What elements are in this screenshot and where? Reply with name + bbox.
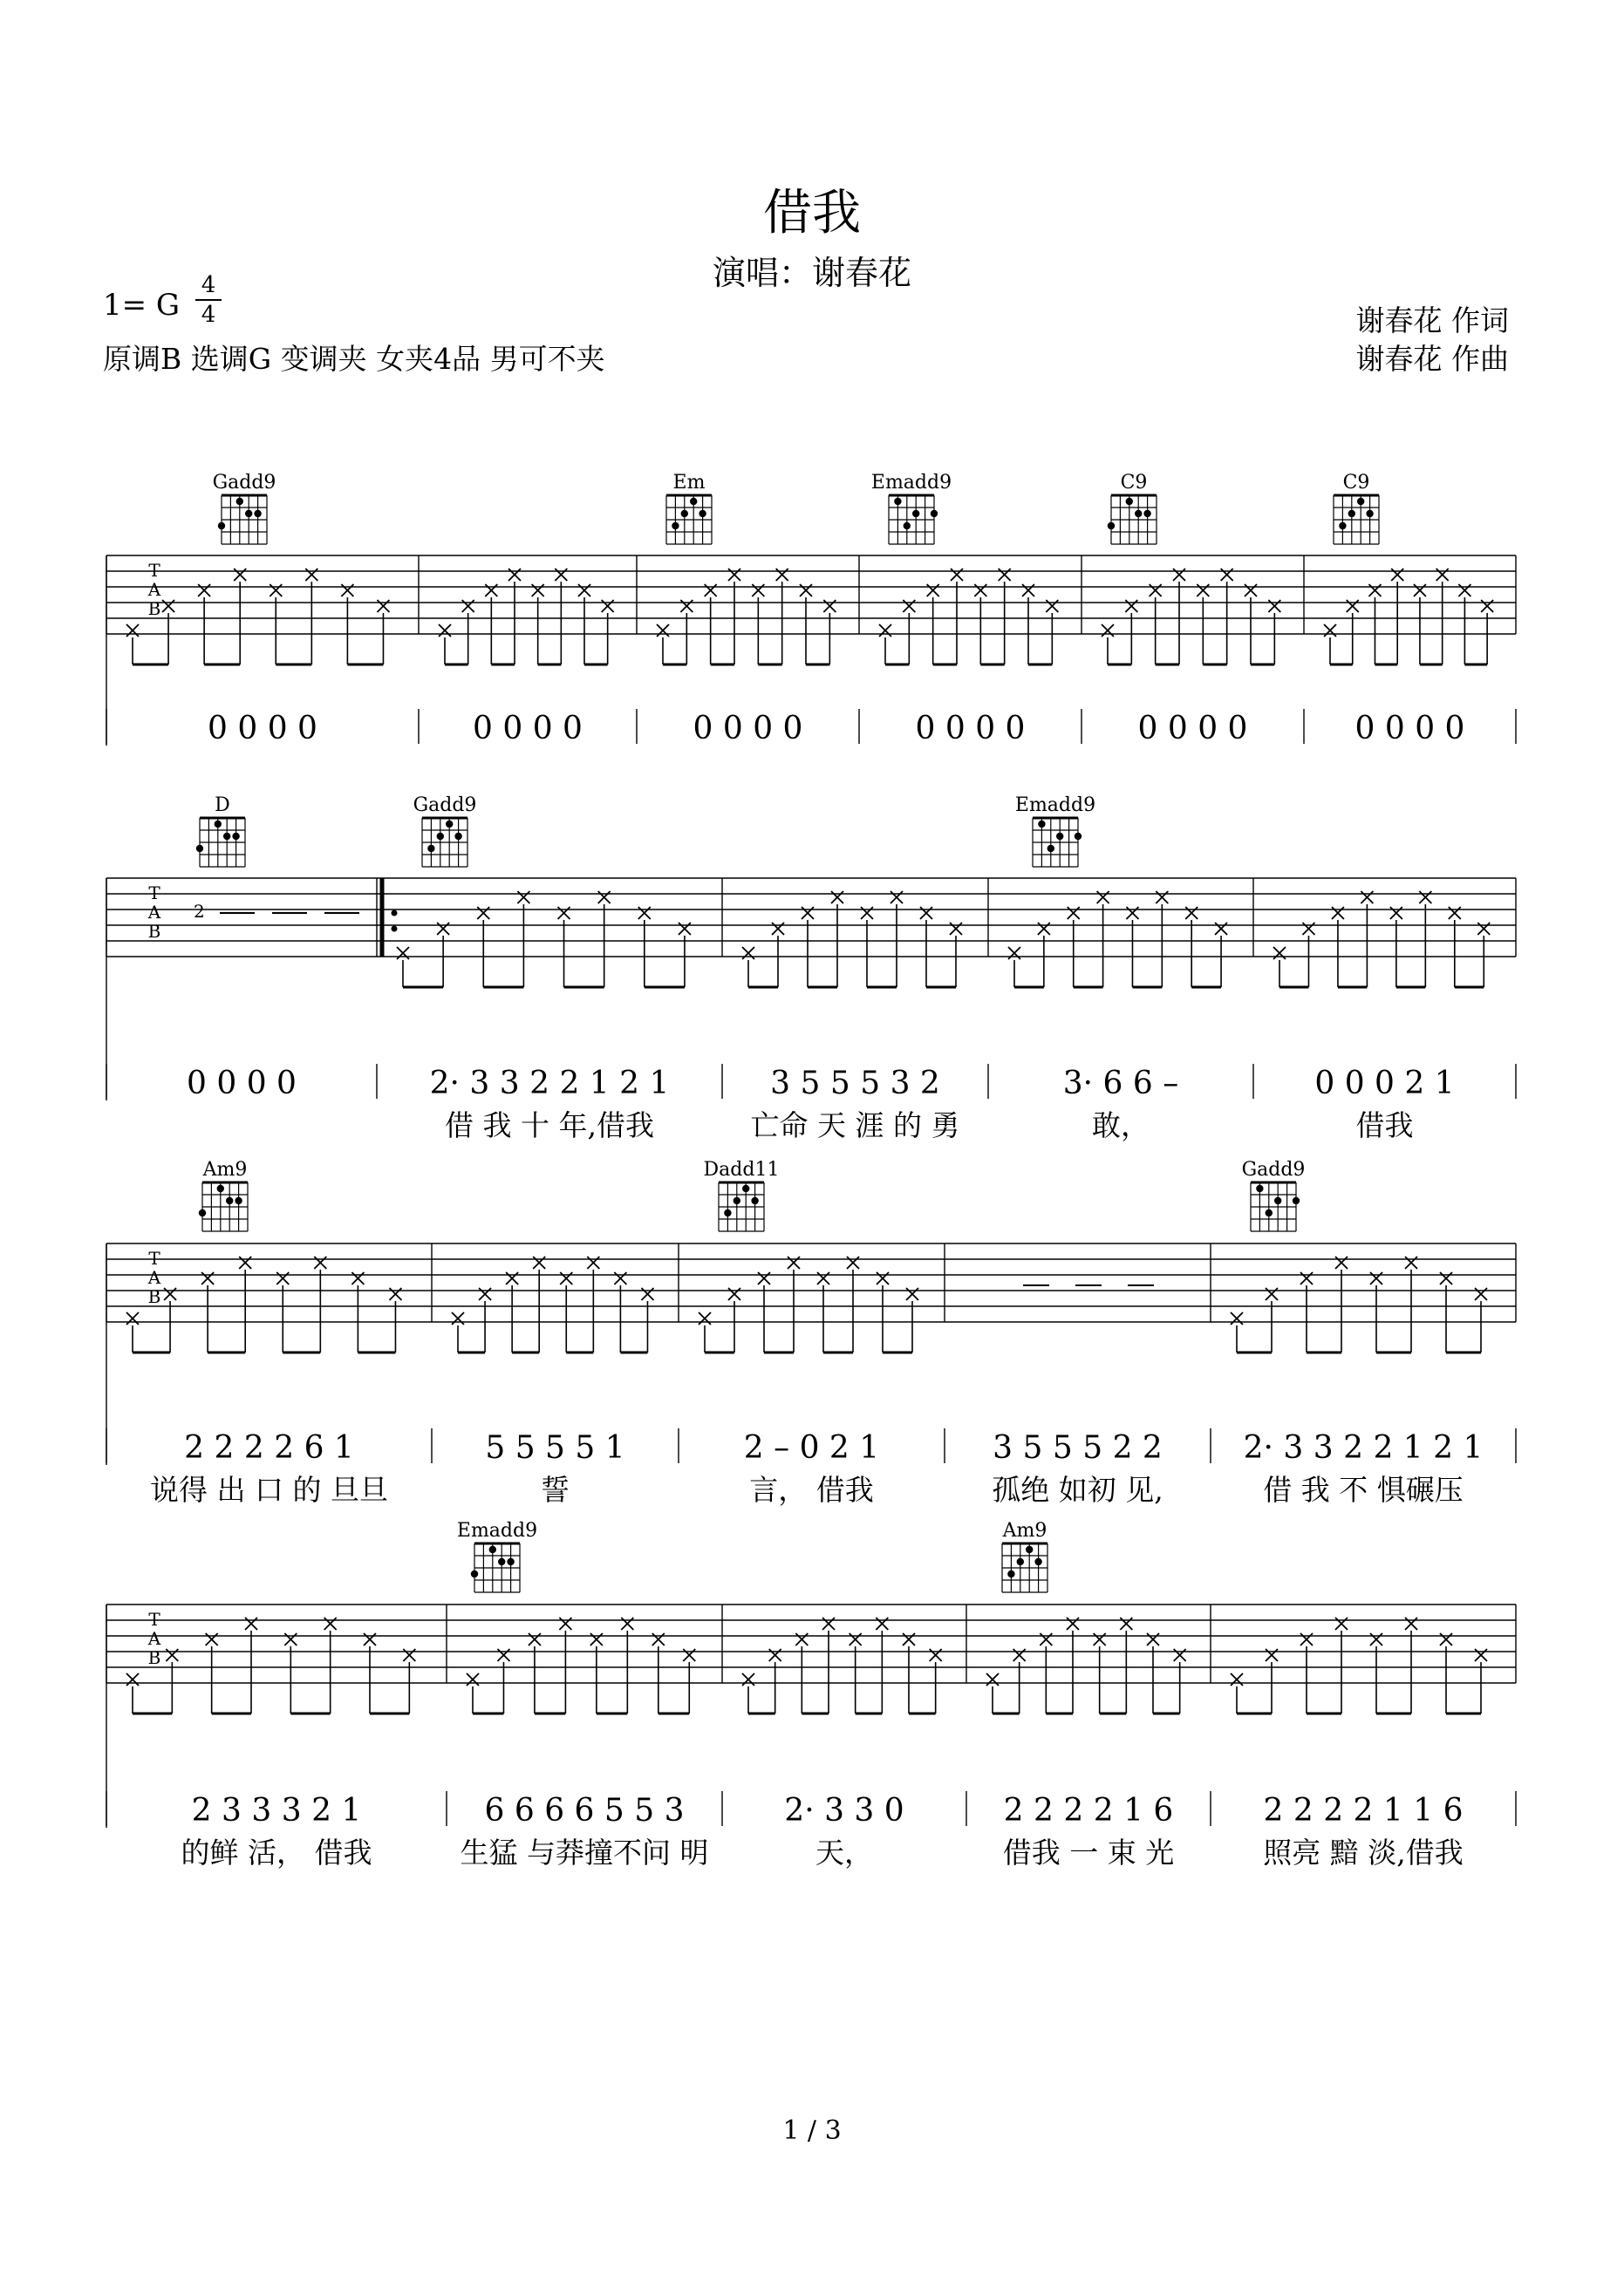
lyricist-credit: 谢春花 作词: [1355, 303, 1509, 337]
note-x: [1436, 569, 1449, 581]
note-x: [1221, 569, 1233, 581]
tab-system: [106, 1159, 1516, 1507]
jianpu-measure: 6 6 6 6 5 5 3: [484, 1793, 685, 1829]
note-x: [529, 1633, 541, 1645]
note-x: [802, 907, 814, 919]
note-x: [1332, 907, 1344, 919]
note-x: [351, 1272, 364, 1284]
chord-finger-dot: [254, 510, 261, 517]
tab-system: [106, 1520, 1516, 1870]
note-x: [1126, 907, 1138, 919]
note-x: [397, 947, 409, 959]
note-x: [1120, 1618, 1132, 1630]
note-x: [742, 1673, 754, 1686]
note-x: [1347, 600, 1359, 612]
chord-finger-dot: [489, 1546, 496, 1553]
jianpu-measure: 2· 3 3 2 2 1 2 1: [1243, 1430, 1484, 1466]
note-x: [1302, 923, 1314, 935]
chord-finger-dot: [218, 522, 225, 529]
chord-name: Emadd9: [456, 1520, 538, 1542]
lyrics-measure: 敢，: [1092, 1108, 1150, 1142]
note-x: [1368, 584, 1381, 596]
note-x: [705, 584, 717, 596]
tab-clef-letter: B: [147, 1286, 161, 1307]
note-x: [1449, 907, 1461, 919]
chord-finger-dot: [1026, 1546, 1033, 1553]
note-x: [817, 1272, 829, 1284]
chord-finger-dot: [1348, 510, 1355, 517]
lyrics-measure: 生猛 与莽撞不问 明: [460, 1836, 709, 1870]
tab-clef-letter: T: [148, 882, 160, 903]
chord-name: Dadd11: [703, 1159, 780, 1181]
chord-finger-dot: [1293, 1197, 1300, 1204]
note-x: [452, 1312, 464, 1325]
lyrics-measure: 的鲜 活， 借我: [181, 1836, 372, 1870]
note-x: [1370, 1633, 1382, 1645]
note-x: [920, 907, 932, 919]
chord-finger-dot: [1126, 498, 1133, 505]
note-x: [1273, 947, 1286, 959]
chord-finger-dot: [904, 522, 911, 529]
note-x: [1458, 584, 1470, 596]
note-x: [532, 584, 544, 596]
singer-line: 演唱：谢春花: [712, 254, 911, 292]
tab-clef-letter: T: [148, 560, 160, 581]
note-x: [1481, 600, 1493, 612]
note-x: [861, 907, 873, 919]
lyrics-measure: 孤绝 如初 见,: [992, 1473, 1163, 1507]
note-x: [198, 584, 210, 596]
note-x: [1440, 1633, 1452, 1645]
tab-clef-letter: T: [148, 1248, 160, 1269]
chord-name: Emadd9: [870, 472, 952, 494]
note-x: [467, 1673, 479, 1686]
chord-name: D: [215, 794, 230, 816]
note-x: [1231, 1312, 1243, 1325]
chord-finger-dot: [1266, 1209, 1273, 1216]
note-x: [614, 1272, 626, 1284]
chord-finger-dot: [690, 498, 697, 505]
note-x: [903, 1633, 915, 1645]
note-x: [1361, 891, 1373, 903]
note-x: [1125, 600, 1137, 612]
chord-finger-dot: [1339, 522, 1346, 529]
note-x: [772, 923, 784, 935]
lyrics-measure: 言， 借我: [749, 1473, 874, 1507]
note-x: [1475, 1649, 1487, 1661]
note-x: [795, 1633, 808, 1645]
note-x: [974, 584, 986, 596]
note-x: [679, 923, 691, 935]
note-x: [1097, 891, 1109, 903]
tab-clef-letter: A: [147, 902, 161, 923]
jianpu-measure: 3 5 5 5 3 2: [770, 1066, 940, 1101]
note-x: [822, 1618, 835, 1630]
chord-name: Gadd9: [212, 472, 276, 494]
note-x: [126, 1673, 139, 1686]
note-x: [166, 1649, 178, 1661]
jianpu-measure: 2 2 2 2 1 6: [1003, 1793, 1174, 1829]
chord-finger-dot: [1274, 1197, 1281, 1204]
note-x: [201, 1272, 214, 1284]
note-x: [234, 569, 246, 581]
chord-finger-dot: [724, 1209, 731, 1216]
tab-clef-letter: B: [147, 1647, 161, 1668]
note-x: [1324, 624, 1336, 637]
note-x: [377, 600, 389, 612]
note-x: [1215, 923, 1227, 935]
note-x: [652, 1633, 665, 1645]
note-x: [1266, 1288, 1278, 1300]
note-x: [1268, 600, 1280, 612]
note-x: [850, 1633, 862, 1645]
chord-name: Gadd9: [413, 794, 477, 816]
jianpu-measure: 0 0 0 0: [1137, 711, 1248, 746]
jianpu-measure: 0 0 0 0: [1354, 711, 1465, 746]
note-x: [439, 624, 451, 637]
chord-finger-dot: [498, 1558, 505, 1565]
note-x: [776, 569, 788, 581]
note-x: [1391, 569, 1403, 581]
note-x: [823, 600, 836, 612]
note-x: [555, 569, 567, 581]
lyrics-measure: 照亮 黯 淡,借我: [1263, 1836, 1464, 1870]
chord-finger-dot: [672, 522, 679, 529]
note-x: [533, 1257, 545, 1269]
note-x: [1067, 1618, 1079, 1630]
note-x: [1231, 1673, 1243, 1686]
note-x: [1068, 907, 1080, 919]
chord-finger-dot: [1007, 1570, 1014, 1577]
note-x: [1266, 1649, 1278, 1661]
chord-finger-dot: [232, 833, 239, 840]
note-x: [206, 1633, 218, 1645]
chord-finger-dot: [446, 821, 453, 828]
page-number: 1 / 3: [782, 2115, 842, 2146]
chord-finger-dot: [1017, 1558, 1024, 1565]
jianpu-measure: 2· 3 3 2 2 1 2 1: [429, 1066, 670, 1101]
jianpu-measure: 2 2 2 2 1 1 6: [1263, 1793, 1464, 1829]
note-x: [788, 1257, 800, 1269]
chord-name: Em: [672, 472, 706, 494]
note-x: [728, 569, 740, 581]
jianpu-measure: 0 0 0 0: [187, 1066, 297, 1101]
note-x: [341, 584, 353, 596]
chord-name: Emadd9: [1014, 794, 1096, 816]
note-x: [1245, 584, 1257, 596]
note-x: [314, 1257, 326, 1269]
chord-finger-dot: [236, 498, 243, 505]
chord-finger-dot: [734, 1197, 740, 1204]
note-x: [245, 1618, 257, 1630]
note-x: [930, 1649, 942, 1661]
jianpu-measure: 0 0 0 2 1: [1314, 1066, 1455, 1101]
note-x: [951, 569, 963, 581]
note-x: [1147, 1633, 1159, 1645]
note-x: [1300, 1633, 1313, 1645]
chord-finger-dot: [223, 833, 230, 840]
note-x: [1102, 624, 1114, 637]
note-x: [847, 1257, 859, 1269]
chord-finger-dot: [894, 498, 901, 505]
jianpu-measure: 2 – 0 2 1: [743, 1430, 880, 1466]
note-x: [1185, 907, 1198, 919]
note-x: [506, 1272, 518, 1284]
note-x: [508, 569, 521, 581]
note-x: [876, 1618, 888, 1630]
time-signature-bottom: 4: [201, 302, 216, 328]
note-x: [558, 907, 570, 919]
note-x: [986, 1673, 999, 1686]
note-x: [270, 584, 282, 596]
note-x: [1414, 584, 1426, 596]
chord-name: C9: [1342, 472, 1370, 494]
jianpu-measure: 2· 3 3 0: [784, 1793, 904, 1829]
lyrics-measure: 亡命 天 涯 的 勇: [750, 1108, 960, 1142]
note-x: [477, 907, 489, 919]
note-x: [276, 1272, 289, 1284]
chord-finger-dot: [454, 833, 461, 840]
note-x: [906, 1288, 918, 1300]
note-x: [742, 947, 754, 959]
note-x: [305, 569, 317, 581]
jianpu-measure: 3· 6 6 –: [1062, 1066, 1179, 1101]
note-x: [560, 1272, 572, 1284]
note-x: [903, 600, 915, 612]
note-x: [831, 891, 843, 903]
chord-finger-dot: [199, 1209, 206, 1216]
note-x: [1008, 947, 1020, 959]
chord-finger-dot: [1108, 522, 1115, 529]
note-x: [1150, 584, 1162, 596]
jianpu-measure: 5 5 5 5 1: [485, 1430, 625, 1466]
tab-system: [106, 794, 1516, 1142]
note-x: [1197, 584, 1209, 596]
repeat-dot: [392, 926, 398, 932]
note-x: [1300, 1272, 1313, 1284]
note-x: [1094, 1633, 1106, 1645]
chord-finger-dot: [1056, 833, 1063, 840]
song-title: 借我: [763, 185, 861, 242]
chord-finger-dot: [217, 1185, 224, 1192]
tab-clef-letter: A: [147, 579, 161, 600]
chord-finger-dot: [1075, 833, 1082, 840]
note-x: [1335, 1257, 1348, 1269]
note-x: [1046, 600, 1058, 612]
note-x: [680, 600, 693, 612]
jianpu-measure: 0 0 0 0: [208, 711, 317, 746]
chord-finger-dot: [1256, 1185, 1263, 1192]
lyrics-measure: 誓: [541, 1473, 570, 1507]
note-x: [162, 600, 174, 612]
note-x: [1440, 1272, 1452, 1284]
chord-finger-dot: [1135, 510, 1142, 517]
note-x: [638, 907, 651, 919]
note-x: [517, 891, 529, 903]
lyrics-measure: 借我: [1355, 1108, 1414, 1142]
chord-finger-dot: [235, 1197, 242, 1204]
note-x: [879, 624, 891, 637]
note-x: [1370, 1272, 1382, 1284]
tab-clef-letter: A: [147, 1628, 161, 1649]
note-x: [890, 891, 903, 903]
note-x: [657, 624, 669, 637]
note-x: [598, 891, 611, 903]
key-signature: 1= G: [103, 288, 181, 323]
note-x: [800, 584, 812, 596]
repeat-dot: [392, 910, 398, 916]
jianpu-measure: 0 0 0 0: [915, 711, 1026, 746]
composer-credit: 谢春花 作曲: [1355, 342, 1509, 376]
lyrics-measure: 借 我 不 惧碾压: [1263, 1473, 1464, 1507]
note-x: [1173, 569, 1185, 581]
note-x: [126, 1312, 139, 1325]
note-x: [641, 1288, 653, 1300]
jianpu-measure: 2 2 2 2 6 1: [184, 1430, 354, 1466]
chord-finger-dot: [245, 510, 252, 517]
note-x: [1038, 923, 1050, 935]
note-x: [587, 1257, 599, 1269]
note-x: [497, 1649, 509, 1661]
chord-finger-dot: [1357, 498, 1364, 505]
chord-finger-dot: [437, 833, 444, 840]
chord-finger-dot: [1366, 510, 1373, 517]
jianpu-measure: 3 5 5 5 2 2: [993, 1430, 1163, 1466]
chord-finger-dot: [1038, 821, 1045, 828]
chord-finger-dot: [751, 1197, 758, 1204]
chord-finger-dot: [471, 1570, 478, 1577]
lyrics-measure: 借 我 十 年,借我: [445, 1108, 654, 1142]
chord-finger-dot: [507, 1558, 514, 1565]
tab-system: [106, 472, 1516, 746]
note-x: [239, 1257, 251, 1269]
tab-clef-letter: B: [147, 921, 161, 942]
chord-finger-dot: [215, 821, 222, 828]
note-x: [284, 1633, 297, 1645]
note-x: [389, 1288, 401, 1300]
note-x: [437, 923, 449, 935]
note-x: [877, 1272, 889, 1284]
fret-number: 2: [194, 901, 205, 922]
lyrics-measure: 说得 出 口 的 旦旦: [150, 1473, 388, 1507]
chord-finger-dot: [742, 1185, 749, 1192]
chord-finger-dot: [196, 845, 203, 852]
chord-finger-dot: [226, 1197, 233, 1204]
chord-finger-dot: [1047, 845, 1054, 852]
jianpu-measure: 0 0 0 0: [693, 711, 803, 746]
chord-finger-dot: [1143, 510, 1150, 517]
note-x: [126, 624, 139, 637]
note-x: [752, 584, 764, 596]
chord-finger-dot: [912, 510, 919, 517]
note-x: [559, 1618, 571, 1630]
note-x: [164, 1288, 176, 1300]
note-x: [683, 1649, 695, 1661]
lyrics-measure: 天，: [815, 1836, 873, 1870]
time-signature-top: 4: [201, 272, 216, 298]
chord-name: Gadd9: [1241, 1159, 1306, 1181]
chord-name: Am9: [202, 1159, 248, 1181]
note-x: [621, 1618, 633, 1630]
note-x: [950, 923, 962, 935]
note-x: [1174, 1649, 1186, 1661]
chord-name: C9: [1120, 472, 1148, 494]
note-x: [324, 1618, 337, 1630]
jianpu-measure: 2 3 3 3 2 1: [191, 1793, 362, 1829]
chord-finger-dot: [931, 510, 938, 517]
lyrics-measure: 借我 一 束 光: [1002, 1836, 1175, 1870]
note-x: [758, 1272, 770, 1284]
note-x: [1335, 1618, 1348, 1630]
note-x: [1477, 923, 1490, 935]
note-x: [1390, 907, 1402, 919]
note-x: [1013, 1649, 1026, 1661]
note-x: [1475, 1288, 1487, 1300]
chord-finger-dot: [1034, 1558, 1041, 1565]
note-x: [485, 584, 497, 596]
note-x: [728, 1288, 740, 1300]
note-x: [1419, 891, 1431, 903]
note-x: [479, 1288, 491, 1300]
note-x: [578, 584, 590, 596]
note-x: [1022, 584, 1034, 596]
note-x: [1405, 1618, 1417, 1630]
capo-info: 原调B 选调G 变调夹 女夹4品 男可不夹: [103, 342, 605, 376]
tab-clef-letter: B: [147, 598, 161, 619]
note-x: [403, 1649, 415, 1661]
chord-name: Am9: [1002, 1520, 1047, 1542]
chord-finger-dot: [699, 510, 706, 517]
note-x: [999, 569, 1011, 581]
note-x: [927, 584, 939, 596]
chord-finger-dot: [681, 510, 688, 517]
note-x: [590, 1633, 603, 1645]
note-x: [1156, 891, 1168, 903]
note-x: [602, 600, 614, 612]
note-x: [462, 600, 474, 612]
note-x: [1405, 1257, 1417, 1269]
note-x: [1040, 1633, 1052, 1645]
tab-clef-letter: A: [147, 1267, 161, 1288]
chord-finger-dot: [427, 845, 434, 852]
note-x: [769, 1649, 781, 1661]
jianpu-measure: 0 0 0 0: [473, 711, 583, 746]
note-x: [364, 1633, 376, 1645]
tab-clef-letter: T: [148, 1609, 160, 1630]
note-x: [699, 1312, 711, 1325]
